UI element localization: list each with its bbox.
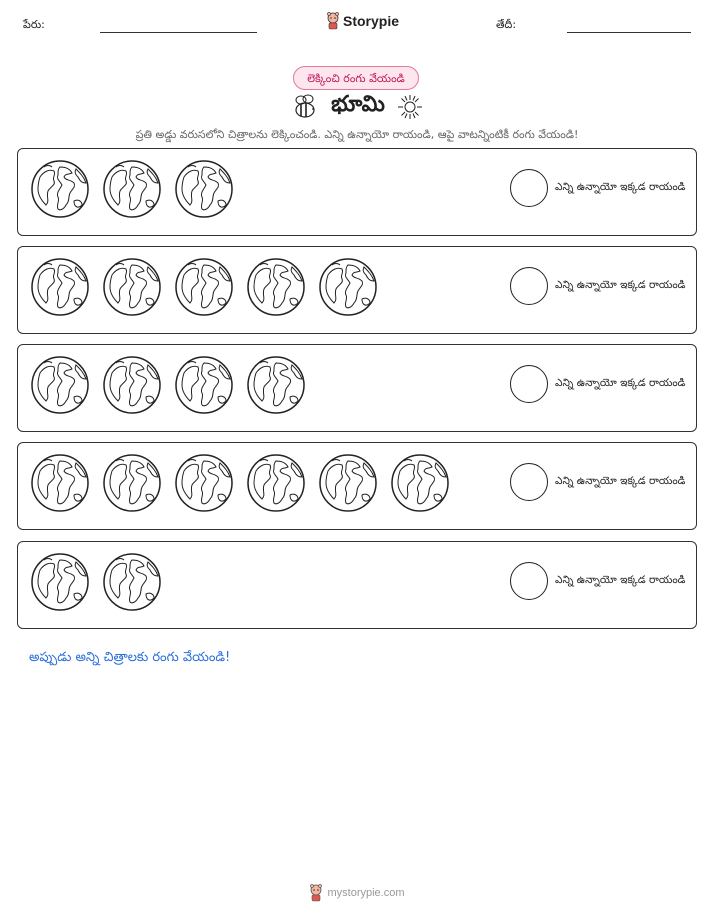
globe-group xyxy=(30,453,450,513)
sun-icon xyxy=(397,94,423,120)
earth-globe-icon xyxy=(30,552,90,612)
answer-circle[interactable] xyxy=(510,562,548,600)
earth-globe-icon xyxy=(174,257,234,317)
name-label: పేరు: xyxy=(23,18,45,31)
earth-globe-icon xyxy=(30,453,90,513)
earth-globe-icon xyxy=(318,453,378,513)
brand-name: Storypie xyxy=(343,13,400,29)
globe-group xyxy=(30,355,306,415)
activity-badge: లెక్కించి రంగు వేయండి xyxy=(293,66,419,90)
date-label: తేదీ: xyxy=(496,18,517,31)
storypie-mascot-icon xyxy=(326,12,340,30)
earth-globe-icon xyxy=(174,355,234,415)
title-row xyxy=(0,92,714,122)
answer-circle[interactable] xyxy=(510,365,548,403)
earth-globe-icon xyxy=(102,453,162,513)
counting-row xyxy=(17,148,697,236)
answer-label: ఎన్ని ఉన్నాయో ఇక్కడ రాయండి xyxy=(555,181,686,193)
page-title: భూమి xyxy=(331,92,385,117)
earth-globe-icon xyxy=(246,355,306,415)
counting-row xyxy=(17,246,697,334)
bee-icon xyxy=(291,94,319,120)
storypie-mascot-icon xyxy=(309,884,323,902)
answer-label: ఎన్ని ఉన్నాయో ఇక్కడ రాయండి xyxy=(555,574,686,586)
earth-globe-icon xyxy=(30,159,90,219)
instructions-text: ప్రతి అడ్డు వరుసలోని చిత్రాలను లెక్కించండి. ఎన్ని ఉన్నాయో రాయండి, ఆపై వాటన్నింటికీ రంగు వేయండి! xyxy=(135,128,579,141)
earth-globe-icon xyxy=(318,257,378,317)
earth-globe-icon xyxy=(30,355,90,415)
earth-globe-icon xyxy=(30,257,90,317)
earth-globe-icon xyxy=(174,159,234,219)
answer-circle[interactable] xyxy=(510,463,548,501)
globe-group xyxy=(30,159,234,219)
answer-label: ఎన్ని ఉన్నాయో ఇక్కడ రాయండి xyxy=(555,377,686,389)
globe-group xyxy=(30,552,162,612)
earth-globe-icon xyxy=(246,257,306,317)
footer-note: అప్పుడు అన్ని చిత్రాలకు రంగు వేయండి! xyxy=(29,650,231,665)
answer-label: ఎన్ని ఉన్నాయో ఇక్కడ రాయండి xyxy=(555,475,686,487)
name-line[interactable] xyxy=(100,32,257,33)
brand-logo xyxy=(326,12,399,30)
earth-globe-icon xyxy=(102,355,162,415)
counting-row xyxy=(17,541,697,629)
counting-row xyxy=(17,344,697,432)
footer-url: mystorypie.com xyxy=(327,887,405,899)
earth-globe-icon xyxy=(102,257,162,317)
footer xyxy=(0,884,714,902)
answer-circle[interactable] xyxy=(510,169,548,207)
earth-globe-icon xyxy=(174,453,234,513)
earth-globe-icon xyxy=(390,453,450,513)
earth-globe-icon xyxy=(246,453,306,513)
date-line[interactable] xyxy=(567,32,691,33)
counting-row xyxy=(17,442,697,530)
answer-circle[interactable] xyxy=(510,267,548,305)
earth-globe-icon xyxy=(102,159,162,219)
globe-group xyxy=(30,257,378,317)
answer-label: ఎన్ని ఉన్నాయో ఇక్కడ రాయండి xyxy=(555,279,686,291)
earth-globe-icon xyxy=(102,552,162,612)
